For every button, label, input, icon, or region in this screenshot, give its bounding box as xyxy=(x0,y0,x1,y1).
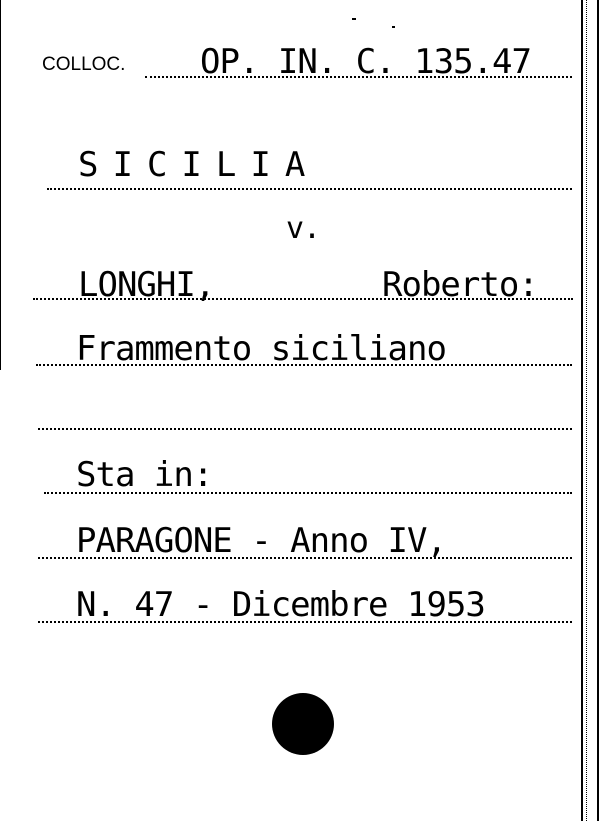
card-right-edge-outer xyxy=(597,0,599,821)
work-title: Frammento siciliano xyxy=(76,329,446,369)
source-issue: N. 47 - Dicembre 1953 xyxy=(76,585,485,625)
colloc-label: COLLOC. xyxy=(42,54,126,75)
rule-periodical xyxy=(38,557,572,559)
rule-title xyxy=(36,364,572,366)
rule-heading xyxy=(47,188,572,190)
source-periodical: PARAGONE - Anno IV, xyxy=(76,521,446,561)
subject-heading: SICILIA xyxy=(78,145,320,185)
scan-speck xyxy=(352,18,356,20)
punch-hole xyxy=(272,693,334,755)
see-also-marker: v. xyxy=(286,211,321,246)
rule-issue xyxy=(38,621,572,623)
source-intro: Sta in: xyxy=(76,455,213,495)
rule-empty xyxy=(38,428,572,430)
rule-author xyxy=(33,298,573,300)
card-right-edge-double xyxy=(586,0,587,821)
card-right-edge xyxy=(581,0,583,821)
rule-colloc xyxy=(145,76,572,78)
shelfmark: OP. IN. C. 135.47 xyxy=(200,42,531,82)
scan-speck xyxy=(392,26,395,28)
card-left-edge xyxy=(0,0,1,370)
rule-source-intro xyxy=(44,492,572,494)
author-surname: LONGHI, xyxy=(78,265,215,305)
author-given-name: Roberto: xyxy=(382,265,538,305)
